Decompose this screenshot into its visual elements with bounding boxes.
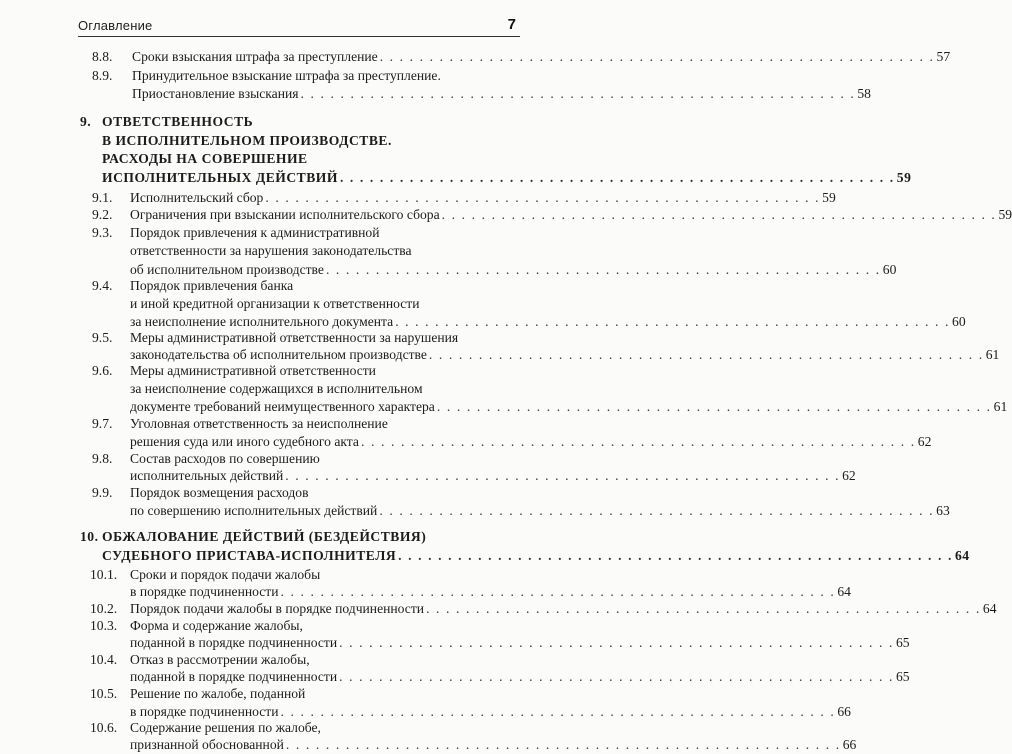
toc-line (0, 528, 600, 546)
toc-section-number: 10.2. (90, 601, 118, 616)
toc-entry-title: исполнительных действий (130, 468, 284, 483)
toc-entry (102, 169, 912, 187)
toc-line (0, 380, 600, 398)
toc-line (0, 242, 600, 260)
toc-page-number: 59 (822, 190, 836, 205)
toc-entry (102, 132, 518, 150)
toc-line (0, 398, 1008, 416)
toc-section-number: 9.3. (92, 225, 113, 240)
toc-entry-title: Сроки и порядок подачи жалобы (130, 567, 321, 582)
toc-line (0, 547, 970, 565)
dot-leader: . . . . . . . . . . . . . . . . . . . . . . . . . . . . . . . . . . . . . . . . . . . . . . . . . . . . . . . . (285, 468, 841, 483)
toc-entry (130, 277, 518, 295)
toc-section-number: 9.2. (92, 207, 113, 222)
toc-page-number: 61 (985, 347, 1000, 362)
toc-line (0, 67, 600, 85)
toc-line (0, 362, 600, 380)
toc-entry-title: Меры административной ответственности (130, 363, 376, 378)
toc-entry-title: ответственности за нарушения законодательства (130, 243, 412, 258)
toc-page-number: 63 (936, 503, 950, 518)
toc-line (0, 450, 600, 468)
toc-section-number: 8.9. (92, 68, 113, 83)
toc-entry-title: признанной обоснованной (130, 737, 284, 752)
toc-entry-title: за неисполнение исполнительного документа (130, 314, 394, 329)
dot-leader: . . . . . . . . . . . . . . . . . . . . . . . . . . . . . . . . . . . . . . . . . . . . . . . . . . . . . . . . (379, 49, 935, 64)
dot-leader: . . . . . . . . . . . . . . . . . . . . . . . . . . . . . . . . . . . . . . . . . . . . . . . . . . . . . . . . (360, 434, 916, 449)
toc-section-number: 10.4. (90, 652, 118, 667)
toc-entry (130, 242, 518, 260)
toc-entry-title: Исполнительский сбор (130, 190, 264, 205)
toc-entry (130, 224, 518, 242)
toc-page-number: 59 (896, 170, 912, 185)
toc-page-number: 62 (917, 434, 932, 449)
dot-leader: . . . . . . . . . . . . . . . . . . . . . . . . . . . . . . . . . . . . . . . . . . . . . . . . . . . . . . . . (379, 503, 935, 518)
toc-line (0, 685, 600, 703)
toc-line (0, 600, 997, 618)
toc-entry-title: Порядок привлечения банка (130, 278, 294, 293)
dot-leader: . . . . . . . . . . . . . . . . . . . . . . . . . . . . . . . . . . . . . . . . . . . . . . . . . . . . . . . . (339, 170, 895, 185)
dot-leader: . . . . . . . . . . . . . . . . . . . . . . . . . . . . . . . . . . . . . . . . . . . . . . . . . . . . . . . . (280, 584, 836, 599)
toc-entry-title: в порядке подчиненности (130, 584, 279, 599)
toc-entry-title: Принудительное взыскание штрафа за преступление. (132, 68, 441, 83)
toc-entry-title: Порядок возмещения расходов (130, 485, 309, 500)
toc-entry (130, 398, 1008, 416)
toc-entry-title: Форма и содержание жалобы, (130, 618, 303, 633)
toc-entry-title: РАСХОДЫ НА СОВЕРШЕНИЕ (102, 151, 308, 166)
toc-entry (130, 502, 950, 520)
toc-entry-title: ОБЖАЛОВАНИЕ ДЕЙСТВИЙ (БЕЗДЕЙСТВИЯ) (102, 529, 427, 544)
toc-line (0, 329, 600, 347)
dot-leader: . . . . . . . . . . . . . . . . . . . . . . . . . . . . . . . . . . . . . . . . . . . . . . . . . . . . . . . . (265, 190, 821, 205)
toc-line (0, 224, 600, 242)
dot-leader: . . . . . . . . . . . . . . . . . . . . . . . . . . . . . . . . . . . . . . . . . . . . . . . . . . . . . . . . (398, 548, 953, 563)
dot-leader: . . . . . . . . . . . . . . . . . . . . . . . . . . . . . . . . . . . . . . . . . . . . . . . . . . . . . . . . (436, 399, 992, 414)
toc-line (0, 415, 600, 433)
toc-line (0, 295, 600, 313)
toc-line (0, 132, 600, 150)
toc-entry-title: Приостановление взыскания (132, 86, 299, 101)
dot-leader: . . . . . . . . . . . . . . . . . . . . . . . . . . . . . . . . . . . . . . . . . . . . . . . . . . . . . . . . (441, 207, 997, 222)
toc-entry (132, 67, 518, 85)
toc-entry (130, 566, 518, 584)
toc-line (0, 277, 600, 295)
toc-entry (130, 206, 1012, 224)
toc-line (0, 566, 600, 584)
toc-entry-title: об исполнительном производстве (130, 262, 324, 277)
toc-entry (130, 380, 518, 398)
toc-line (0, 502, 950, 520)
toc-entry (132, 48, 951, 66)
dot-leader: . . . . . . . . . . . . . . . . . . . . . . . . . . . . . . . . . . . . . . . . . . . . . . . . . . . . . . . . (300, 86, 856, 101)
toc-entry (130, 668, 910, 686)
toc-entry (130, 736, 857, 754)
toc-line (0, 169, 912, 187)
toc-entry (130, 617, 518, 635)
dot-leader: . . . . . . . . . . . . . . . . . . . . . . . . . . . . . . . . . . . . . . . . . . . . . . . . . . . . . . . . (339, 669, 894, 684)
toc-entry-title: Уголовная ответственность за неисполнение (130, 416, 388, 431)
toc-entry (130, 450, 518, 468)
toc-page-number: 61 (993, 399, 1008, 414)
toc-section-number: 9.5. (92, 330, 113, 345)
toc-line (0, 150, 600, 168)
toc-page-number: 64 (954, 548, 970, 563)
toc-entry-title: Содержание решения по жалобе, (130, 720, 321, 735)
toc-section-number: 10. (80, 529, 99, 544)
toc-line (0, 651, 600, 669)
dot-leader: . . . . . . . . . . . . . . . . . . . . . . . . . . . . . . . . . . . . . . . . . . . . . . . . . . . . . . . . (325, 262, 881, 277)
toc-entry-title: по совершению исполнительных действий (130, 503, 378, 518)
toc-entry (130, 484, 518, 502)
toc-entry-title: СУДЕБНОГО ПРИСТАВА-ИСПОЛНИТЕЛЯ (102, 548, 397, 563)
dot-leader: . . . . . . . . . . . . . . . . . . . . . . . . . . . . . . . . . . . . . . . . . . . . . . . . . . . . . . . . (280, 704, 836, 719)
toc-entry-title: в порядке подчиненности (130, 704, 279, 719)
toc-entry-title: Отказ в рассмотрении жалобы, (130, 652, 310, 667)
toc-entry-title: Состав расходов по совершению (130, 451, 320, 466)
toc-entry (102, 113, 518, 131)
toc-line (0, 113, 600, 131)
toc-entry-title: поданной в порядке подчиненности (130, 635, 338, 650)
toc-section-number: 10.3. (90, 618, 118, 633)
toc-section-number: 9.6. (92, 363, 113, 378)
toc-section-number: 10.6. (90, 720, 118, 735)
dot-leader: . . . . . . . . . . . . . . . . . . . . . . . . . . . . . . . . . . . . . . . . . . . . . . . . . . . . . . . . (339, 635, 894, 650)
toc-entry-title: Решение по жалобе, поданной (130, 686, 306, 701)
dot-leader: . . . . . . . . . . . . . . . . . . . . . . . . . . . . . . . . . . . . . . . . . . . . . . . . . . . . . . . . (285, 737, 841, 752)
toc-section-number: 9.8. (92, 451, 113, 466)
toc-line (0, 85, 871, 103)
toc-entry (130, 329, 518, 347)
toc-line (0, 634, 910, 652)
toc-entry (130, 719, 518, 737)
toc-section-number: 8.8. (92, 49, 113, 64)
toc-entry (102, 547, 970, 565)
toc-entry-title: ОТВЕТСТВЕННОСТЬ (102, 114, 254, 129)
toc-section-number: 9.7. (92, 416, 113, 431)
dot-leader: . . . . . . . . . . . . . . . . . . . . . . . . . . . . . . . . . . . . . . . . . . . . . . . . . . . . . . . . (428, 347, 984, 362)
toc-line (0, 433, 932, 451)
toc-entry (130, 189, 836, 207)
toc-entry (130, 433, 932, 451)
toc-entry-title: Сроки взыскания штрафа за преступление (132, 49, 378, 64)
toc-entry-title: документе требований неимущественного характера (130, 399, 435, 414)
toc-entry-title: законодательства об исполнительном производстве (130, 347, 427, 362)
toc-section-number: 9.9. (92, 485, 113, 500)
toc-entry-title: поданной в порядке подчиненности (130, 669, 338, 684)
toc-entry-title: и иной кредитной организации к ответственности (130, 296, 420, 311)
toc-section-number: 9.4. (92, 278, 113, 293)
toc-page-number: 62 (842, 468, 856, 483)
toc-page-number: 58 (857, 86, 871, 101)
toc-page-number: 64 (982, 601, 997, 616)
toc-page-number: 60 (882, 262, 897, 277)
toc-section-number: 9. (80, 114, 92, 129)
toc-entry (130, 583, 851, 601)
toc-entry (130, 600, 997, 618)
toc-page-number: 59 (998, 207, 1012, 222)
toc-entry (130, 651, 518, 669)
toc-page-number: 65 (895, 669, 910, 684)
toc-line (0, 617, 600, 635)
dot-leader: . . . . . . . . . . . . . . . . . . . . . . . . . . . . . . . . . . . . . . . . . . . . . . . . . . . . . . . . (395, 314, 951, 329)
toc-section-number: 9.1. (92, 190, 113, 205)
toc-entry-title: решения суда или иного судебного акта (130, 434, 359, 449)
toc-line (0, 583, 851, 601)
page-number: 7 (507, 16, 516, 33)
toc-line (0, 668, 910, 686)
toc-page-number: 64 (837, 584, 851, 599)
toc-line (0, 484, 600, 502)
toc-entry (130, 634, 910, 652)
toc-entry-title: Порядок подачи жалобы в порядке подчиненности (130, 601, 425, 616)
toc-entry (130, 467, 856, 485)
toc-line (0, 467, 856, 485)
toc-page-number: 66 (842, 737, 857, 752)
toc-entry (130, 685, 518, 703)
toc-entry-title: ИСПОЛНИТЕЛЬНЫХ ДЕЙСТВИЙ (102, 170, 338, 185)
toc-entry (132, 85, 871, 103)
toc-page-number: 60 (952, 314, 966, 329)
toc-entry-title: Меры административной ответственности за нарушения (130, 330, 459, 345)
toc-line (0, 206, 1012, 224)
toc-entry (102, 528, 518, 546)
toc-entry (130, 295, 518, 313)
toc-section-number: 10.5. (90, 686, 118, 701)
toc-entry (102, 150, 518, 168)
toc-section-number: 10.1. (90, 567, 118, 582)
toc-page-number: 65 (895, 635, 910, 650)
toc-entry (130, 362, 518, 380)
running-header-title: Оглавление (78, 18, 153, 33)
toc-page-number: 57 (936, 49, 951, 64)
toc-entry (130, 415, 518, 433)
toc-line (0, 719, 600, 737)
toc-line (0, 48, 951, 66)
toc-line (0, 736, 857, 754)
toc-line (0, 189, 836, 207)
toc-page-number: 66 (837, 704, 851, 719)
toc-entry-title: В ИСПОЛНИТЕЛЬНОМ ПРОИЗВОДСТВЕ. (102, 133, 392, 148)
toc-entry-title: Порядок привлечения к административной (130, 225, 380, 240)
toc-entry-title: за неисполнение содержащихся в исполнительном (130, 381, 423, 396)
toc-entry-title: Ограничения при взыскании исполнительского сбора (130, 207, 440, 222)
dot-leader: . . . . . . . . . . . . . . . . . . . . . . . . . . . . . . . . . . . . . . . . . . . . . . . . . . . . . . . . (426, 601, 981, 616)
